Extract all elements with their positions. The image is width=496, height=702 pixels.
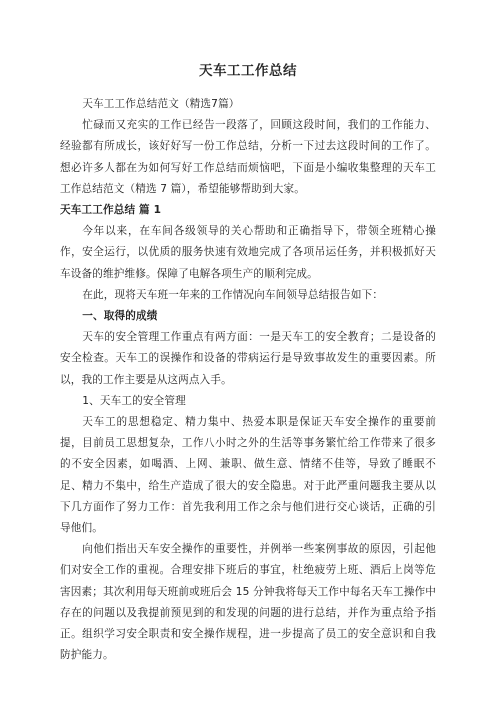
intro-paragraph: 忙碌而又充实的工作已经告一段落了，回顾这段时间，我们的工作能力、经验都有所成长，该好好写一份工作总结，分析一下过去这段时间的工作了。想必许多人都在为如何写好工作总结而烦恼吧，下面是小编收集整理的天车工工作总结范文（精选 7 篇），希望能够帮助到大家。 <box>60 119 436 195</box>
body-paragraph-3: 天车的安全管理工作重点有两方面：一是天车工的安全教育；二是设备的安全检查。天车工的误操作和设备的带病运行是导致事故发生的重要因素。所以，我的工作主要是从这两点入手。 <box>60 331 436 386</box>
body-paragraph-5: 向他们指出天车安全操作的重要性，并例举一些案例事故的原因，引起他们对安全工作的重视。合理安排下班后的事宜，杜绝疲劳上班、酒后上岗等危害因素；其次利用每天班前或班后会 15 分钟我将每天工作中每名天车工操作中存在的问题以及我提前预见到的和发现的问题的进行总结，并作为重点给予指正。组织学习安全职责和安全操作规程，进一步提高了员工的安全意识和自我防护能力。 <box>60 543 436 662</box>
intro-line: 天车工工作总结范文（精选7篇） <box>82 98 240 110</box>
subheading-safety-management: 1、天车工的安全管理 <box>82 394 186 407</box>
body-paragraph-1: 今年以来，在车间各级领导的关心帮助和正确指导下，带领全班精心操作，安全运行，以优质的服务快速有效地完成了各项吊运任务，并积极抓好天车设备的维护维修。保障了电解各项生产的顺利完成。 <box>60 225 436 280</box>
section-heading: 天车工工作总结 篇 1 <box>60 204 162 217</box>
document-title: 天车工工作总结 <box>199 63 297 79</box>
heading-achievements: 一、取得的成绩 <box>82 310 158 323</box>
body-paragraph-4: 天车工的思想稳定、精力集中、热爱本职是保证天车安全操作的重要前提，目前员工思想复杂，工作八小时之外的生活等事务繁忙给工作带来了很多的不安全因素，如喝酒、上网、兼职、做生意、情绪不佳等，导致了睡眠不足、精力不集中，给生产造成了很大的安全隐患。对于此严重问题我主要从以下几方面作了努力工作：首先我利用工作之余与他们进行交心谈话，正确的引导他们。 <box>60 416 436 535</box>
body-paragraph-2: 在此，现将天车班一年来的工作情况向车间领导总结报告如下： <box>82 288 384 301</box>
